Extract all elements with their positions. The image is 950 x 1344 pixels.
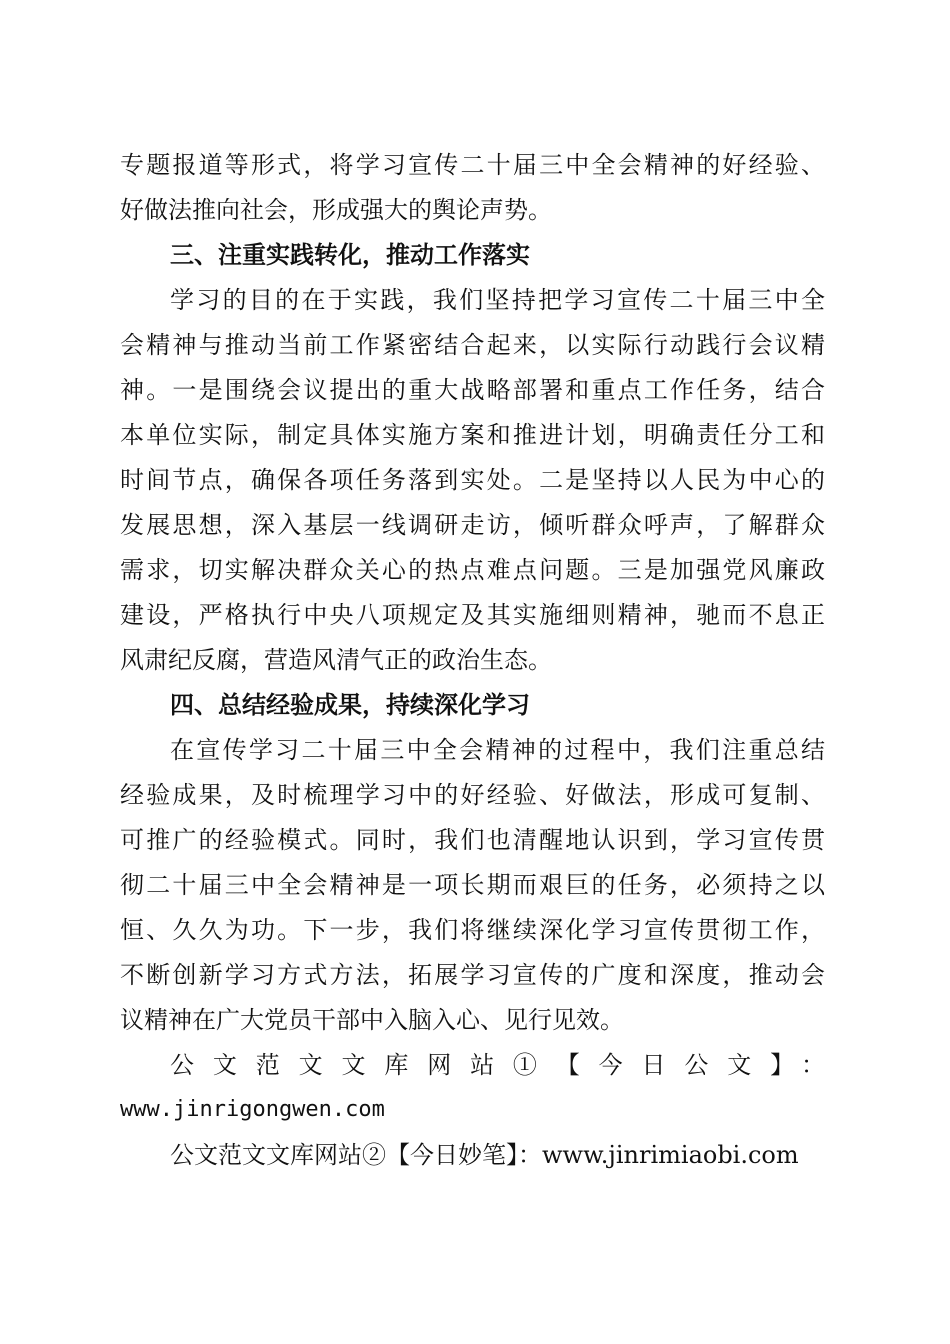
paragraph-line: 建设，严格执行中央八项规定及其实施细则精神，驰而不息正	[120, 601, 825, 629]
paragraph-line: 神。一是围绕会议提出的重大战略部署和重点工作任务，结合	[120, 376, 825, 404]
section-heading-4: 四、总结经验成果，持续深化学习	[170, 691, 530, 719]
website-link-1-label: 公文范文文库网站①【今日公文】：	[170, 1051, 825, 1079]
paragraph-line: 风肃纪反腐，营造风清气正的政治生态。	[120, 646, 552, 674]
section-heading-3: 三、注重实践转化，推动工作落实	[170, 241, 530, 269]
paragraph-line: 在宣传学习二十届三中全会精神的过程中，我们注重总结	[170, 736, 825, 764]
paragraph-line: 需求，切实解决群众关心的热点难点问题。三是加强党风廉政	[120, 556, 825, 584]
paragraph-line: 本单位实际，制定具体实施方案和推进计划，明确责任分工和	[120, 421, 825, 449]
paragraph-line: 学习的目的在于实践，我们坚持把学习宣传二十届三中全	[170, 286, 825, 314]
paragraph-line: 时间节点，确保各项任务落到实处。二是坚持以人民为中心的	[120, 466, 825, 494]
paragraph-line: 好做法推向社会，形成强大的舆论声势。	[120, 196, 552, 224]
paragraph-line: 可推广的经验模式。同时，我们也清醒地认识到，学习宣传贯	[120, 826, 825, 854]
paragraph-line: 彻二十届三中全会精神是一项长期而艰巨的任务，必须持之以	[120, 871, 825, 899]
website-link-2[interactable]: 公文范文文库网站②【今日妙笔】：www.jinrimiaobi.com	[170, 1141, 799, 1169]
paragraph-line: 会精神与推动当前工作紧密结合起来，以实际行动践行会议精	[120, 331, 825, 359]
paragraph-line: 发展思想，深入基层一线调研走访，倾听群众呼声，了解群众	[120, 511, 825, 539]
paragraph-line: 恒、久久为功。下一步，我们将继续深化学习宣传贯彻工作，	[120, 916, 825, 944]
paragraph-line: 议精神在广大党员干部中入脑入心、见行见效。	[120, 1006, 624, 1034]
website-link-1-url[interactable]: www.jinrigongwen.com	[120, 1097, 385, 1122]
paragraph-line: 不断创新学习方式方法，拓展学习宣传的广度和深度，推动会	[120, 961, 825, 989]
paragraph-line: 专题报道等形式，将学习宣传二十届三中全会精神的好经验、	[120, 151, 825, 179]
paragraph-line: 经验成果，及时梳理学习中的好经验、好做法，形成可复制、	[120, 781, 825, 809]
